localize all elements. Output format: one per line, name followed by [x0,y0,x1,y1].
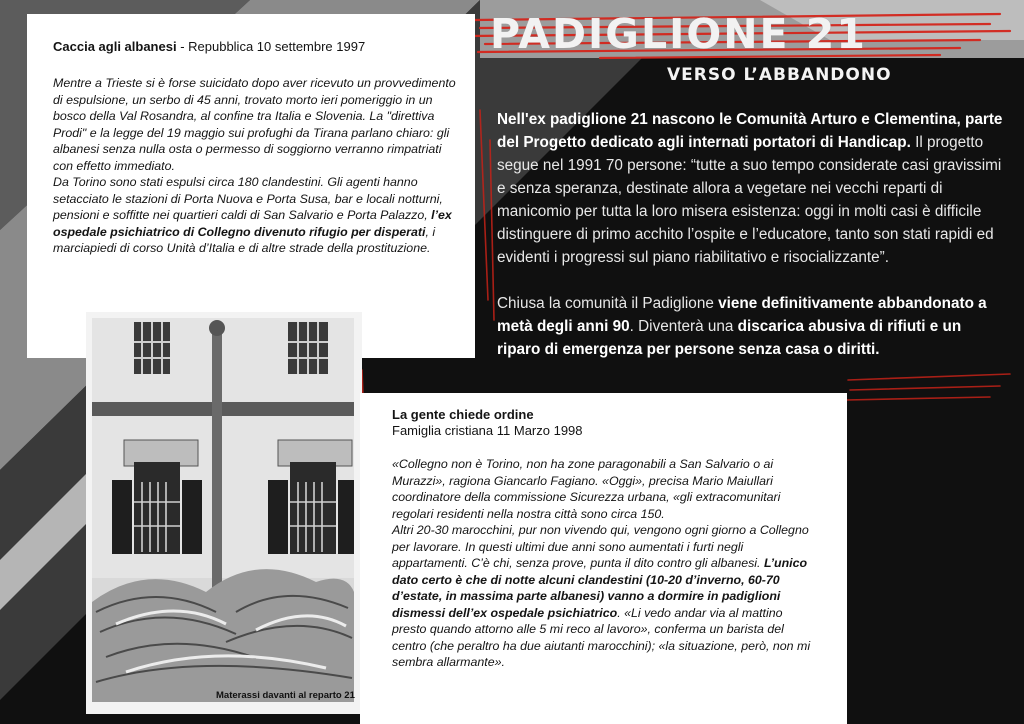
article-card-caccia [27,14,475,358]
article1-paragraph-2 [53,174,465,257]
right-paragraph-2 [497,292,1007,361]
article1-heading: Caccia agli albanesi [53,39,177,54]
right-p2-highlight-1: viene definitivamente abbandonato a metà degli anni 90 [497,295,987,335]
article-card-gente [360,393,847,724]
article2-p2-text-a: Altri 20-30 marocchini, pur non vivendo qui, vengono ogni giorno a Collegno per lavorare. In questi ultimi due anni sono aumentati i furti negli appartamenti. C’è chi, senza prove, punta il dito contro gli albanesi. [392,523,809,570]
photo-caption: Materassi davanti al reparto 21 [216,690,355,701]
right-p1-highlight: Nell'ex padiglione 21 nascono le Comunità Arturo e Clementina, parte del Progetto dedicato agli internati portatori di Handicap. [497,111,1003,151]
article1-p2-highlight: l’ex ospedale psichiatrico di Collegno divenuto rifugio per disperati [53,208,452,239]
article2-heading-text: La gente chiede ordine [392,407,534,422]
page-title: PADIGLIONE 21 [490,10,867,58]
article1-p2-text-a: Da Torino sono stati espulsi circa 180 clandestini. Gli agenti hanno setacciato le stazioni di Porta Nuova e Porta Susa, bar e locali notturni, pensioni e soffitte nei quartieri caldi di San Salvario e Porta Palazzo, [53,175,443,222]
article2-source: Famiglia cristiana 11 Marzo 1998 [392,423,583,438]
article2-heading [392,407,847,423]
right-column-text [497,108,1007,361]
article2-paragraph-1: «Collegno non è Torino, non ha zone paragonabili a San Salvario o ai Murazzi», ragiona Giancarlo Fagiano. «Oggi», precisa Mario Maiullari coordinatore della commissione Sicurezza urbana, «gli extracomunitari regolari residenti nella nostra città sono circa 150. [392,457,781,521]
right-p2-text-a: Chiusa la comunità il Padiglione [497,295,719,312]
right-p1-text: Il progetto segue nel 1991 70 persone: “tutte a suo tempo considerate casi gravissimi e senza speranza, destinate allora a vegetare nei vecchi reparti di manicomio per tutta la loro misera esistenza: oggi in molti casi è difficile distinguere di primo acchito l’ospite e l’educatore, tanto son stati rapidi ed evidenti i progressi sul piano riabilitativo e risocializzante”. [497,134,1002,266]
article1-p2-text-b: , i marciapiedi di corso Unità d’Italia e di altre strade della prostituzione. [53,224,436,255]
right-p2-highlight-2: discarica abusiva di rifiuti e un riparo di emergenza per persone senza casa o diritti. [497,318,962,358]
right-paragraph-1 [497,108,1007,269]
article1-paragraph-1: Mentre a Trieste si è forse suicidato dopo aver ricevuto un provvedimento di espulsione, un serbo di 45 anni, trovato morto ieri pomeriggio in un bosco della Val Rosandra, al confine tra Italia e Slovenia. La "direttiva Prodi" e la legge del 19 maggio sui profughi da Tirana parlano chiaro: gli albanesi senza nulla osta o permesso di soggiorno verranno rimpatriati con effetto immediato. [53,76,456,173]
page-subtitle: VERSO L’ABBANDONO [667,65,892,85]
article1-source: - Repubblica 10 settembre 1997 [176,39,366,54]
article2-p2-text-b: . «Li vedo andar via al mattino presto quando attorno alle 5 mi reco al lavoro», conferma un barista del centro (che peraltro ha due aiutanti marocchini); «la situazione, però, non mi sembra allarmante». [392,605,811,669]
right-p2-text-b: . Diventerà una [629,318,738,335]
article1-header [53,39,453,55]
archive-photo [86,312,362,714]
article2-p2-highlight: L’unico dato certo è che di notte alcuni clandestini (10-20 d’inverno, 60-70 d’estate, in massima parte albanesi) vanno a dormire in padiglioni dismessi dell’ex ospedale psichiatrico [392,556,808,620]
photo-illustration [86,312,362,714]
article2-paragraph-2 [392,522,817,671]
